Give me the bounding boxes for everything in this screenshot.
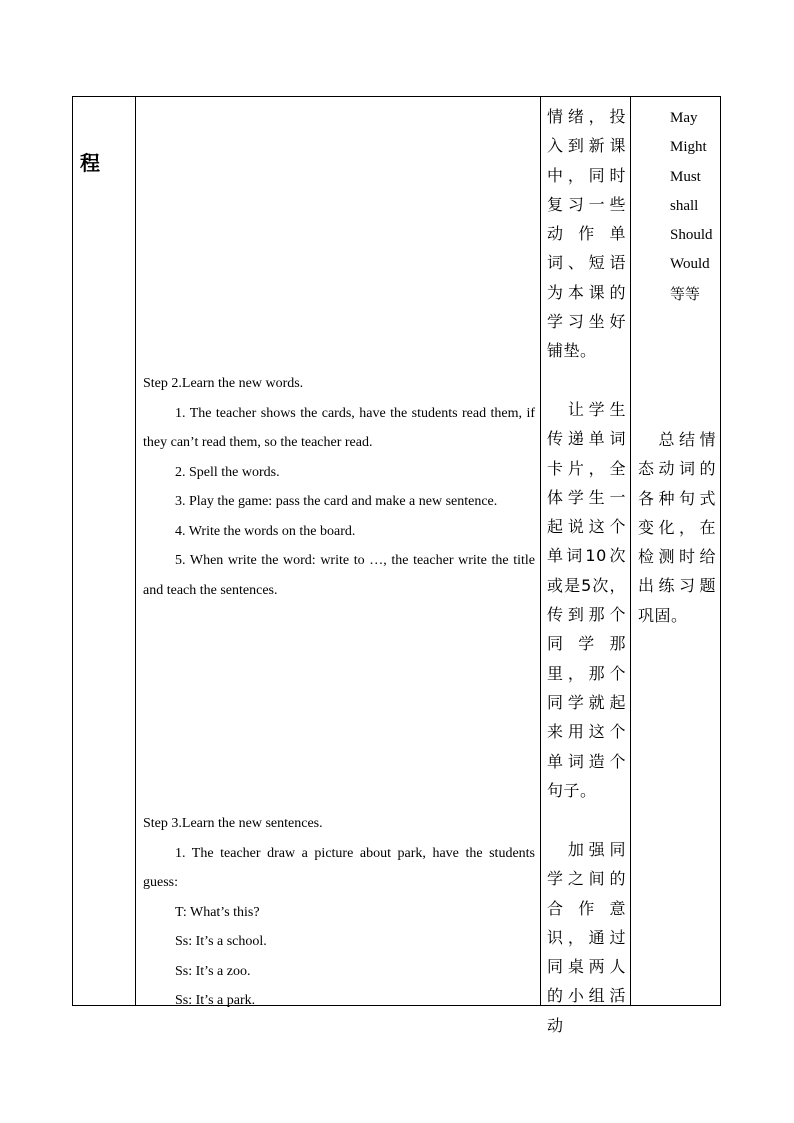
step3-dialogue-line: Ss: It’s a school. [175,934,267,949]
column-divider [630,97,631,1005]
modal-verb-list [670,104,748,309]
lesson-plan-table [72,96,721,1035]
step3-dialogue-line: T: What’s this? [175,904,260,920]
column-divider [135,97,136,1005]
modal-verb-item: Should [670,227,713,244]
step2-item: 4. Write the words on the board. [175,523,356,539]
step3-section [143,809,535,1016]
modal-verb-item: 等等 [670,284,701,303]
design-note-text: 让学生传递单词卡片，全体学生一起说这个单词10次或是5次，传到那个同学那里，那个同学就起来用这个单词造个句子。 [547,400,626,800]
step2-section [143,369,535,605]
step2-title: Step 2.Learn the new words. [143,376,304,391]
modal-verb-item: May [670,110,698,126]
design-note-text: 情绪，投入到新课中，同时复习一些动作单词、短语为本课的学习坐好铺垫。 [547,107,626,361]
column-divider [540,97,541,1005]
step3-item: 1. The teacher draw a picture about park, have the students guess: [143,845,535,890]
design-note [547,835,626,1040]
design-note [547,395,626,805]
design-note-text: 加强同学之间的合作意识，通过同桌两人的小组活动 [547,840,626,1035]
step3-dialogue-line: Ss: It’s a zoo. [175,963,251,979]
step3-dialogue-line: Ss: It’s a park. [175,993,256,1008]
step2-item: 1. The teacher shows the cards, have the students read them, if they can’t read them, so the teacher read. [143,405,535,450]
step2-item: 5. When write the word: write to …, the teacher write the title and teach the sentences. [143,553,535,598]
step3-title: Step 3.Learn the new sentences. [143,816,323,831]
row-label: 程 [80,153,100,175]
modal-verb-item: Would [670,256,710,273]
modal-verb-item: Must [670,168,701,185]
summary-note-text: 总结情态动词的各种句式变化，在检测时给出练习题巩固。 [638,430,716,625]
modal-verb-item: Might [670,139,707,156]
summary-note [638,425,716,630]
design-note [547,102,626,366]
step2-item: 2. Spell the words. [175,464,280,480]
modal-verb-item: shall [670,197,699,214]
step2-item: 3. Play the game: pass the card and make a new sentence. [175,494,498,509]
